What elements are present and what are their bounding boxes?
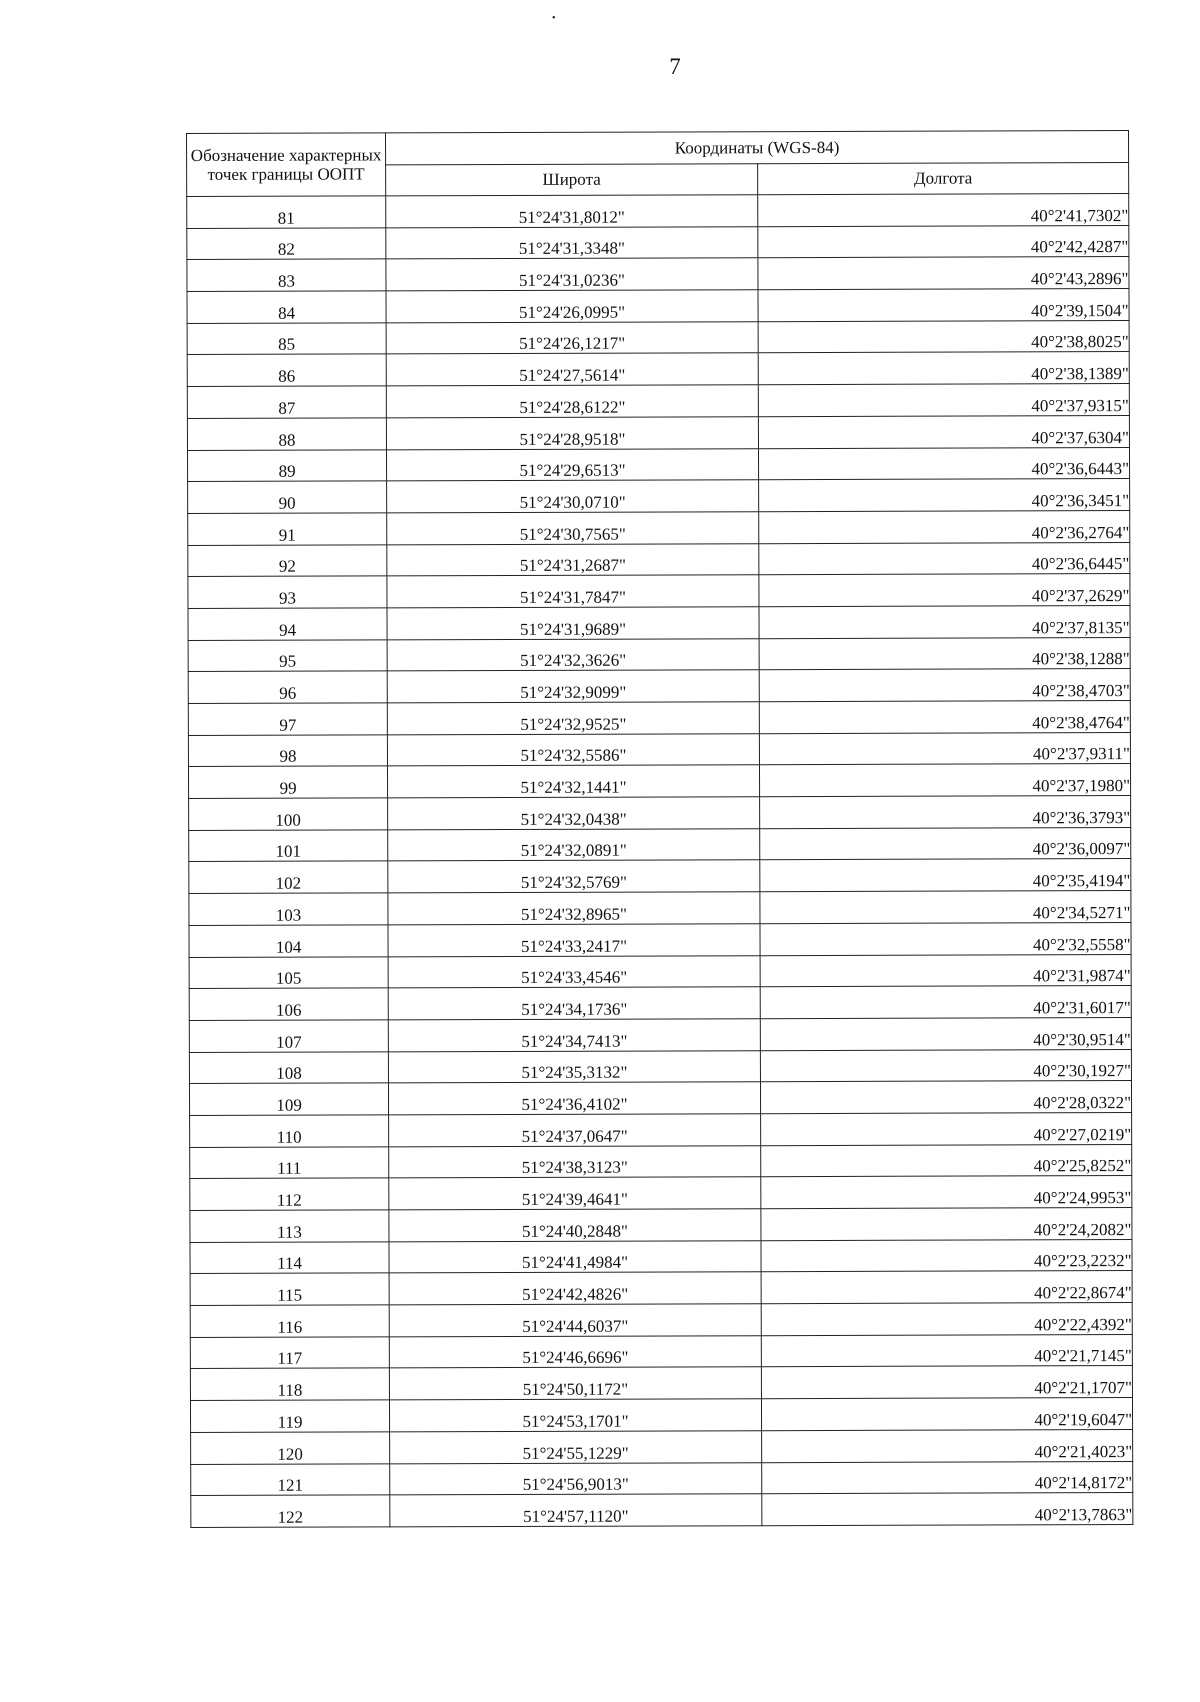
point-number: 120	[191, 1432, 390, 1464]
table-row	[190, 1398, 1132, 1433]
longitude-cell: 40°2'22,8674"	[761, 1271, 1132, 1304]
table-row	[188, 764, 1130, 799]
latitude-cell: 51°24'32,9525"	[387, 702, 759, 735]
point-number: 112	[190, 1178, 389, 1210]
longitude-cell: 40°2'37,8135"	[759, 605, 1130, 638]
latitude-cell: 51°24'28,9518"	[386, 417, 758, 450]
longitude-cell: 40°2'34,5271"	[760, 891, 1131, 924]
longitude-cell: 40°2'37,6304"	[758, 415, 1129, 448]
latitude-cell: 51°24'37,0647"	[389, 1114, 761, 1147]
table-row	[189, 796, 1131, 831]
latitude-cell: 51°24'31,8012"	[386, 195, 758, 228]
longitude-cell: 40°2'21,7145"	[761, 1334, 1132, 1367]
latitude-cell: 51°24'34,1736"	[388, 987, 760, 1020]
point-number: 113	[190, 1210, 389, 1242]
latitude-cell: 51°24'35,3132"	[388, 1050, 760, 1083]
latitude-cell: 51°24'38,3123"	[389, 1145, 761, 1178]
point-number: 85	[187, 323, 386, 355]
latitude-cell: 51°24'31,2687"	[387, 543, 759, 576]
longitude-cell: 40°2'21,4023"	[762, 1429, 1133, 1462]
table-row	[187, 352, 1129, 387]
header-coordinates: Координаты (WGS-84)	[386, 131, 1129, 165]
table-row	[190, 1144, 1132, 1179]
longitude-cell: 40°2'31,6017"	[760, 986, 1131, 1019]
scan-speck: •	[552, 13, 556, 24]
longitude-cell: 40°2'27,0219"	[761, 1112, 1132, 1145]
point-number: 105	[189, 956, 388, 988]
point-number: 96	[188, 671, 387, 703]
table-row	[189, 922, 1131, 957]
table-row	[187, 194, 1129, 229]
latitude-cell: 51°24'31,3348"	[386, 226, 758, 259]
longitude-cell: 40°2'22,4392"	[761, 1303, 1132, 1336]
longitude-cell: 40°2'36,0097"	[760, 827, 1131, 860]
table-row	[190, 1239, 1132, 1274]
point-number: 107	[189, 1020, 388, 1052]
longitude-cell: 40°2'28,0322"	[760, 1081, 1131, 1114]
latitude-cell: 51°24'32,5769"	[388, 860, 760, 893]
latitude-cell: 51°24'50,1172"	[389, 1367, 761, 1400]
latitude-cell: 51°24'30,0710"	[387, 480, 759, 513]
point-number: 92	[188, 544, 387, 576]
longitude-cell: 40°2'23,2232"	[761, 1239, 1132, 1272]
latitude-cell: 51°24'56,9013"	[390, 1462, 762, 1495]
point-number: 86	[187, 354, 386, 386]
table-row	[188, 669, 1130, 704]
longitude-cell: 40°2'30,1927"	[760, 1049, 1131, 1082]
point-number: 117	[190, 1337, 389, 1369]
table-row	[191, 1429, 1133, 1464]
longitude-cell: 40°2'42,4287"	[758, 225, 1129, 258]
table-row	[188, 510, 1130, 545]
table-row	[188, 542, 1130, 577]
latitude-cell: 51°24'46,6696"	[389, 1335, 761, 1368]
point-number: 122	[191, 1495, 390, 1527]
latitude-cell: 51°24'32,0891"	[388, 828, 760, 861]
longitude-cell: 40°2'41,7302"	[758, 194, 1129, 227]
point-number: 116	[190, 1305, 389, 1337]
longitude-cell: 40°2'36,3451"	[759, 479, 1130, 512]
table-row	[189, 954, 1131, 989]
longitude-cell: 40°2'30,9514"	[760, 1017, 1131, 1050]
longitude-cell: 40°2'36,6445"	[759, 542, 1130, 575]
longitude-cell: 40°2'21,1707"	[761, 1366, 1132, 1399]
point-number: 118	[190, 1368, 389, 1400]
latitude-cell: 51°24'32,8965"	[388, 892, 760, 925]
latitude-cell: 51°24'41,4984"	[389, 1240, 761, 1273]
longitude-cell: 40°2'13,7863"	[762, 1493, 1133, 1526]
latitude-cell: 51°24'32,1441"	[387, 765, 759, 798]
latitude-cell: 51°24'27,5614"	[386, 353, 758, 386]
latitude-cell: 51°24'57,1120"	[390, 1494, 762, 1527]
header-longitude: Долгота	[758, 163, 1129, 195]
table-row	[187, 225, 1129, 260]
table-row	[191, 1461, 1133, 1496]
latitude-cell: 51°24'31,7847"	[387, 575, 759, 608]
point-number: 98	[188, 735, 387, 767]
table-row	[189, 891, 1131, 926]
table-row	[188, 479, 1130, 514]
longitude-cell: 40°2'25,8252"	[761, 1144, 1132, 1177]
table-body	[187, 194, 1133, 1528]
latitude-cell: 51°24'26,1217"	[386, 321, 758, 354]
table-row	[190, 1208, 1132, 1243]
table-row	[188, 701, 1130, 736]
latitude-cell: 51°24'32,9099"	[387, 670, 759, 703]
table-row	[189, 986, 1131, 1021]
header-latitude: Широта	[386, 164, 758, 196]
page-number: 7	[669, 54, 681, 79]
table-row	[187, 447, 1129, 482]
point-number: 115	[190, 1273, 389, 1305]
point-number: 90	[188, 481, 387, 513]
point-number: 87	[187, 386, 386, 418]
point-number: 103	[189, 893, 388, 925]
point-number: 102	[189, 861, 388, 893]
longitude-cell: 40°2'37,2629"	[759, 574, 1130, 607]
table-row	[187, 257, 1129, 292]
latitude-cell: 51°24'36,4102"	[388, 1082, 760, 1115]
point-number: 111	[190, 1146, 389, 1178]
longitude-cell: 40°2'36,2764"	[759, 510, 1130, 543]
longitude-cell: 40°2'32,5558"	[760, 922, 1131, 955]
longitude-cell: 40°2'14,8172"	[762, 1461, 1133, 1494]
table-row	[189, 1081, 1131, 1116]
longitude-cell: 40°2'36,6443"	[758, 447, 1129, 480]
table-row	[188, 574, 1130, 609]
point-number: 91	[188, 513, 387, 545]
latitude-cell: 51°24'28,6122"	[386, 385, 758, 418]
longitude-cell: 40°2'37,1980"	[759, 764, 1130, 797]
point-number: 88	[187, 418, 386, 450]
longitude-cell: 40°2'19,6047"	[761, 1398, 1132, 1431]
longitude-cell: 40°2'38,8025"	[758, 320, 1129, 353]
latitude-cell: 51°24'26,0995"	[386, 290, 758, 323]
longitude-cell: 40°2'37,9315"	[758, 384, 1129, 417]
longitude-cell: 40°2'38,4764"	[759, 701, 1130, 734]
latitude-cell: 51°24'31,0236"	[386, 258, 758, 291]
header-point-designation: Обозначение характерных точек границы ООПТ	[187, 133, 386, 197]
point-number: 81	[187, 196, 386, 228]
point-number: 110	[190, 1115, 389, 1147]
latitude-cell: 51°24'39,4641"	[389, 1177, 761, 1210]
point-number: 83	[187, 259, 386, 291]
point-number: 119	[190, 1400, 389, 1432]
point-number: 97	[188, 703, 387, 735]
point-number: 93	[188, 576, 387, 608]
longitude-cell: 40°2'39,1504"	[758, 289, 1129, 322]
table-row	[187, 384, 1129, 419]
point-number: 100	[189, 798, 388, 830]
table-row	[188, 605, 1130, 640]
table-row	[189, 827, 1131, 862]
point-number: 82	[187, 228, 386, 260]
latitude-cell: 51°24'29,6513"	[386, 448, 758, 481]
table-row	[189, 859, 1131, 894]
latitude-cell: 51°24'42,4826"	[389, 1272, 761, 1305]
point-number: 108	[189, 1051, 388, 1083]
longitude-cell: 40°2'38,1389"	[758, 352, 1129, 385]
table-row	[189, 1017, 1131, 1052]
latitude-cell: 51°24'44,6037"	[389, 1304, 761, 1337]
table-row	[187, 289, 1129, 324]
table-header	[187, 131, 1129, 197]
latitude-cell: 51°24'32,5586"	[387, 733, 759, 766]
longitude-cell: 40°2'31,9874"	[760, 954, 1131, 987]
longitude-cell: 40°2'38,1288"	[759, 637, 1130, 670]
point-number: 109	[189, 1083, 388, 1115]
point-number: 121	[191, 1463, 390, 1495]
latitude-cell: 51°24'33,2417"	[388, 924, 760, 957]
point-number: 99	[188, 766, 387, 798]
latitude-cell: 51°24'31,9689"	[387, 607, 759, 640]
latitude-cell: 51°24'33,4546"	[388, 955, 760, 988]
table-row	[191, 1493, 1133, 1528]
point-number: 104	[189, 925, 388, 957]
longitude-cell: 40°2'38,4703"	[759, 669, 1130, 702]
latitude-cell: 51°24'53,1701"	[389, 1399, 761, 1432]
point-number: 84	[187, 291, 386, 323]
latitude-cell: 51°24'40,2848"	[389, 1209, 761, 1242]
table-row	[188, 732, 1130, 767]
longitude-cell: 40°2'43,2896"	[758, 257, 1129, 290]
table-row	[190, 1334, 1132, 1369]
coordinates-table	[186, 130, 1133, 1528]
point-number: 95	[188, 639, 387, 671]
point-number: 89	[187, 449, 386, 481]
table-row	[190, 1366, 1132, 1401]
point-number: 101	[189, 830, 388, 862]
table-row	[190, 1176, 1132, 1211]
latitude-cell: 51°24'30,7565"	[387, 512, 759, 545]
table-row	[187, 320, 1129, 355]
latitude-cell: 51°24'32,0438"	[388, 797, 760, 830]
table-row	[190, 1112, 1132, 1147]
table-row	[190, 1303, 1132, 1338]
longitude-cell: 40°2'24,9953"	[761, 1176, 1132, 1209]
latitude-cell: 51°24'55,1229"	[390, 1431, 762, 1464]
longitude-cell: 40°2'36,3793"	[760, 796, 1131, 829]
longitude-cell: 40°2'37,9311"	[759, 732, 1130, 765]
longitude-cell: 40°2'24,2082"	[761, 1208, 1132, 1241]
latitude-cell: 51°24'34,7413"	[388, 1019, 760, 1052]
table-row	[187, 415, 1129, 450]
point-number: 106	[189, 988, 388, 1020]
longitude-cell: 40°2'35,4194"	[760, 859, 1131, 892]
table-row	[188, 637, 1130, 672]
point-number: 94	[188, 608, 387, 640]
table-row	[190, 1271, 1132, 1306]
latitude-cell: 51°24'32,3626"	[387, 638, 759, 671]
table-row	[189, 1049, 1131, 1084]
point-number: 114	[190, 1242, 389, 1274]
